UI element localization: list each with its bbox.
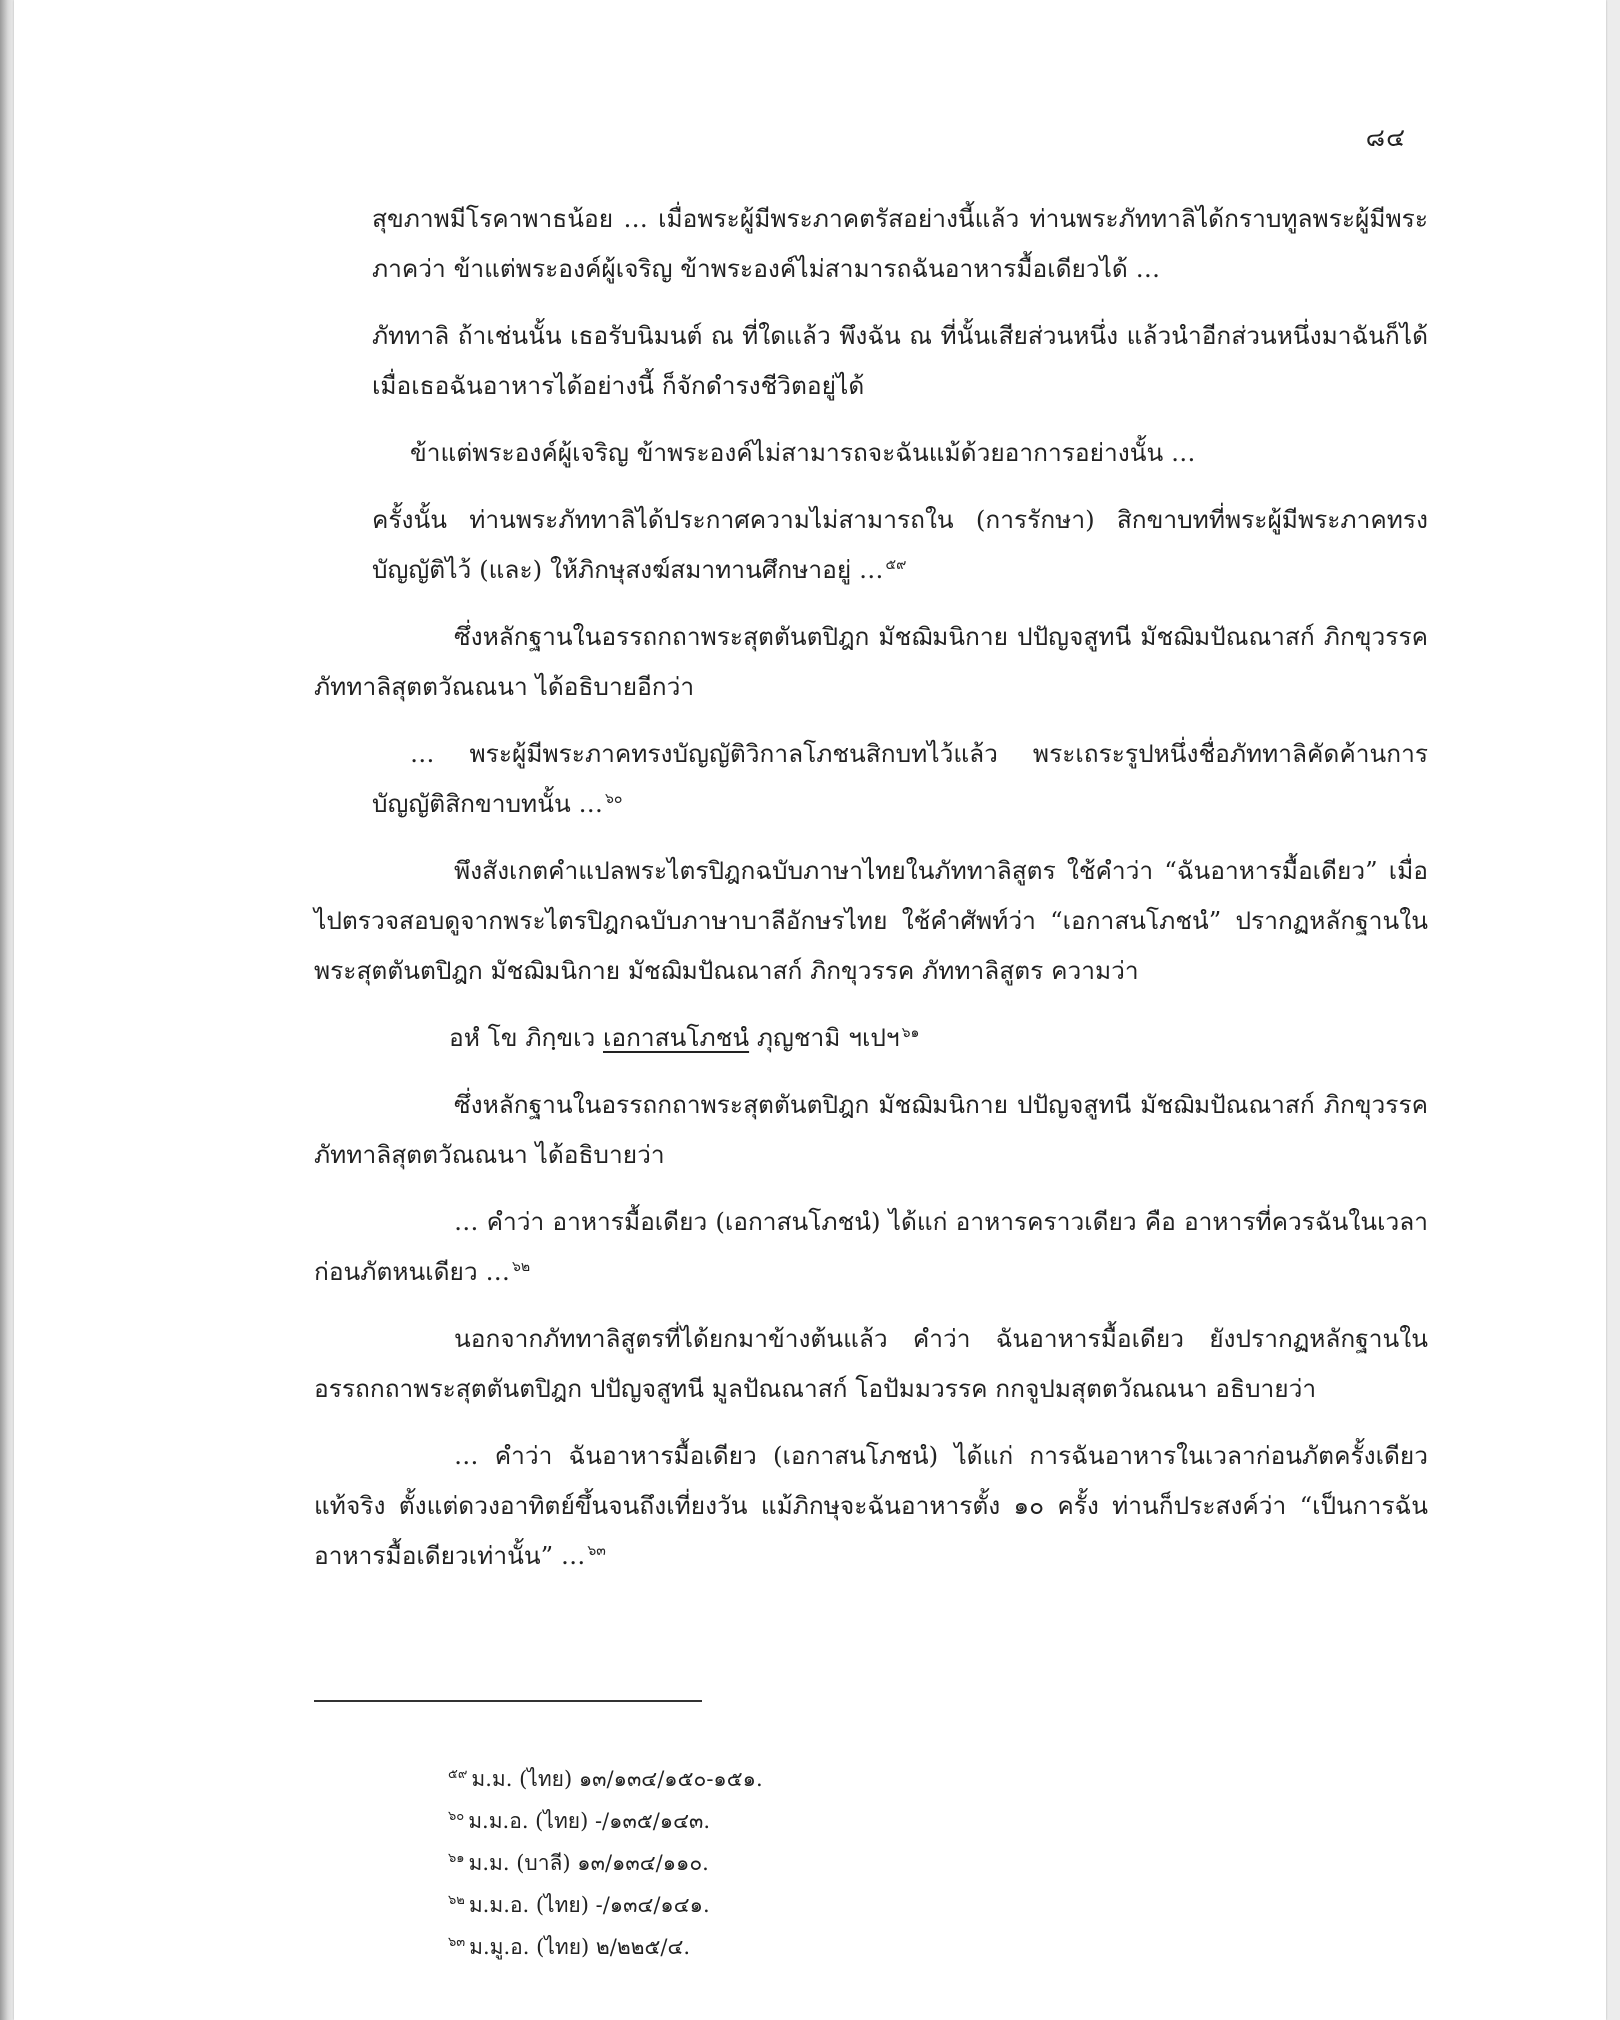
paragraph-text: … คำว่า อาหารมื้อเดียว (เอกาสนโภชนํ) ได้แก่ อาหารคราวเดียว คือ อาหารที่ควรฉันในเวลาก่อนภัตหนเดียว … bbox=[314, 1207, 1428, 1286]
paragraph-text: ซึ่งหลักฐานในอรรถกถาพระสุตตันตปิฎก มัชฌิมนิกาย ปปัญจสูทนี มัชฌิมปัณณาสก์ ภิกขุวรรค ภัททาลิสุตตวัณณนา ได้อธิบายอีกว่า bbox=[314, 622, 1428, 701]
quote-paragraph bbox=[314, 1431, 1428, 1581]
paragraph-text: … พระผู้มีพระภาคทรงบัญญัติวิกาลโภชนสิกบทไว้แล้ว พระเถระรูปหนึ่งชื่อภัททาลิคัดค้านการบัญญัติสิกขาบทนั้น … bbox=[372, 739, 1428, 818]
page-body bbox=[314, 194, 1428, 1598]
quote-paragraph bbox=[314, 1197, 1428, 1297]
footnote-mark: ๖๐ bbox=[448, 1809, 465, 1824]
footnote-mark: ๖๒ bbox=[448, 1893, 465, 1908]
pali-underlined-term: เอกาสนโภชนํ bbox=[603, 1023, 750, 1052]
body-paragraph bbox=[314, 1314, 1428, 1414]
quote-paragraph bbox=[372, 729, 1428, 829]
body-paragraph bbox=[314, 846, 1428, 996]
quote-paragraph bbox=[372, 495, 1428, 595]
quote-paragraph bbox=[372, 428, 1428, 478]
document-page bbox=[14, 0, 1606, 2020]
paragraph-text: ครั้งนั้น ท่านพระภัททาลิได้ประกาศความไม่สามารถใน (การรักษา) สิกขาบทที่พระผู้มีพระภาคทรงบัญญัติไว้ (และ) ให้ภิกษุสงฆ์สมาทานศึกษาอยู่ … bbox=[372, 505, 1428, 584]
footnote-ref[interactable]: ๖๐ bbox=[605, 790, 623, 807]
paragraph-text: ข้าแต่พระองค์ผู้เจริญ ข้าพระองค์ไม่สามารถจะฉันแม้ด้วยอาการอย่างนั้น … bbox=[410, 438, 1196, 467]
footnotes bbox=[448, 1758, 1148, 1968]
footnote-text: ม.มู.อ. (ไทย) ๒/๒๒๕/๔. bbox=[469, 1935, 691, 1959]
footnote-ref[interactable]: ๖๑ bbox=[901, 1024, 920, 1041]
footnote-ref[interactable]: ๖๒ bbox=[511, 1258, 531, 1275]
footnote-text: ม.ม.อ. (ไทย) -/๑๓๕/๑๔๓. bbox=[468, 1809, 711, 1833]
paragraph-text: ภัททาลิ ถ้าเช่นนั้น เธอรับนิมนต์ ณ ที่ใดแล้ว พึงฉัน ณ ที่นั้นเสียส่วนหนึ่ง แล้วนำอีกส่วนหนึ่งมาฉันก็ได้ เมื่อเธอฉันอาหารได้อย่างนี้ ก็จักดำรงชีวิตอยู่ได้ bbox=[372, 321, 1428, 400]
footnote-ref[interactable]: ๖๓ bbox=[587, 1542, 606, 1559]
body-paragraph bbox=[314, 612, 1428, 712]
paragraph-text: ซึ่งหลักฐานในอรรถกถาพระสุตตันตปิฎก มัชฌิมนิกาย ปปัญจสูทนี มัชฌิมปัณณาสก์ ภิกขุวรรค ภัททาลิสุตตวัณณนา ได้อธิบายว่า bbox=[314, 1090, 1428, 1169]
paragraph-text: สุขภาพมีโรคาพาธน้อย … เมื่อพระผู้มีพระภาคตรัสอย่างนี้แล้ว ท่านพระภัททาลิได้กราบทูลพระผู้มีพระภาคว่า ข้าแต่พระองค์ผู้เจริญ ข้าพระองค์ไม่สามารถฉันอาหารมื้อเดียวได้ … bbox=[372, 204, 1428, 283]
footnote-item bbox=[448, 1758, 1148, 1800]
footnote-item bbox=[448, 1926, 1148, 1968]
footnote-item bbox=[448, 1884, 1148, 1926]
pali-quote bbox=[449, 1013, 1428, 1063]
quote-paragraph bbox=[372, 194, 1428, 294]
footnote-text: ม.ม. (บาลี) ๑๓/๑๓๔/๑๑๐. bbox=[468, 1851, 709, 1875]
paragraph-text: พึงสังเกตคำแปลพระไตรปิฎกฉบับภาษาไทยในภัททาลิสูตร ใช้คำว่า “ฉันอาหารมื้อเดียว” เมื่อไปตรวจสอบดูจากพระไตรปิฎกฉบับภาษาบาลีอักษรไทย ใช้คำศัพท์ว่า “เอกาสนโภชนํ” ปรากฏหลักฐานในพระสุตตันตปิฎก มัชฌิมนิกาย มัชฌิมปัณณาสก์ ภิกขุวรรค ภัททาลิสูตร ความว่า bbox=[314, 856, 1428, 985]
footnote-mark: ๕๙ bbox=[448, 1767, 468, 1782]
footnote-item bbox=[448, 1842, 1148, 1884]
pali-text: ภุญชามิ ฯเปฯ bbox=[749, 1023, 900, 1052]
footnote-ref[interactable]: ๕๙ bbox=[885, 556, 907, 573]
page-number: ๘๔ bbox=[1365, 123, 1406, 152]
footnote-separator bbox=[314, 1700, 702, 1702]
body-paragraph bbox=[314, 1080, 1428, 1180]
footnote-mark: ๖๓ bbox=[448, 1935, 466, 1950]
paragraph-text: … คำว่า ฉันอาหารมื้อเดียว (เอกาสนโภชนํ) ได้แก่ การฉันอาหารในเวลาก่อนภัตครั้งเดียวแท้จริง ตั้งแต่ดวงอาทิตย์ขึ้นจนถึงเที่ยงวัน แม้ภิกษุจะฉันอาหารตั้ง ๑๐ ครั้ง ท่านก็ประสงค์ว่า “เป็นการฉันอาหารมื้อเดียวเท่านั้น” … bbox=[314, 1441, 1428, 1570]
quote-paragraph bbox=[372, 311, 1428, 411]
paragraph-text: นอกจากภัททาลิสูตรที่ได้ยกมาข้างต้นแล้ว คำว่า ฉันอาหารมื้อเดียว ยังปรากฏหลักฐานในอรรถกถาพระสุตตันตปิฎก ปปัญจสูทนี มูลปัณณาสก์ โอปัมมวรรค กกจูปมสุตตวัณณนา อธิบายว่า bbox=[314, 1324, 1428, 1403]
footnote-text: ม.ม. (ไทย) ๑๓/๑๓๔/๑๕๐-๑๕๑. bbox=[471, 1767, 763, 1791]
footnote-item bbox=[448, 1800, 1148, 1842]
footnote-text: ม.ม.อ. (ไทย) -/๑๓๔/๑๔๑. bbox=[468, 1893, 710, 1917]
pali-text: อหํ โข ภิกฺขเว bbox=[449, 1023, 603, 1052]
footnote-mark: ๖๑ bbox=[448, 1851, 465, 1866]
